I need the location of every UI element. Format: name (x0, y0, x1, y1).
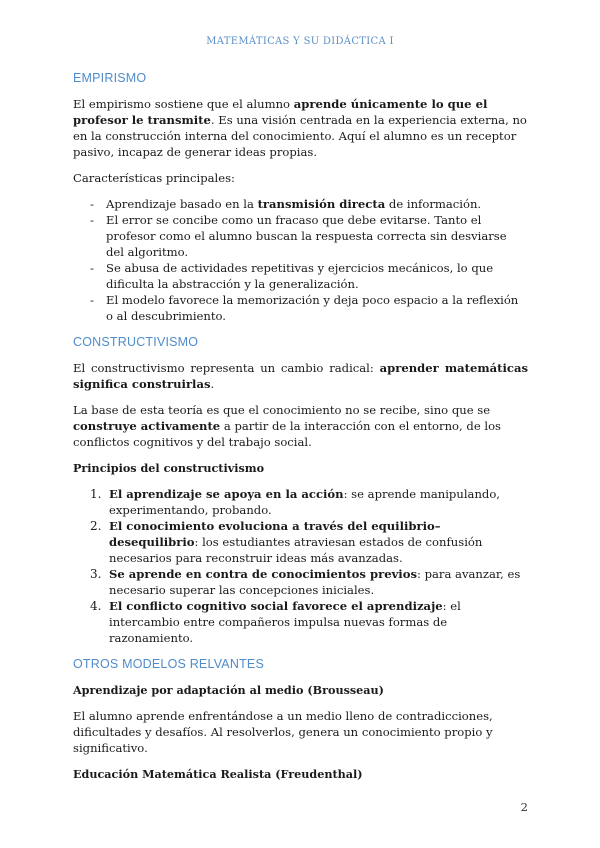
text-run: El error se concibe como un fracaso que debe evitarse. Tanto el profesor como el alumno buscan la respuesta correcta sin desviarse del algoritmo. (106, 213, 507, 259)
brousseau-text: El alumno aprende enfrentándose a un medio lleno de contradicciones, dificultades y desafíos. Al resolverlos, genera un conocimiento propio y significativo. (73, 709, 493, 755)
text-run: : los estudiantes atraviesan estados de confusión necesarios para reconstruir ideas más avanzadas. (109, 535, 483, 565)
text-run: . (210, 377, 215, 391)
list-item (73, 598, 528, 646)
list-item (73, 566, 528, 598)
running-header: MATEMÁTICAS Y SU DIDÁCTICA I (206, 36, 394, 47)
principles-list (73, 486, 528, 646)
bold-run: aprende únicamente lo que el profesor le transmite (73, 97, 488, 127)
heading-constructivismo: CONSTRUCTIVISMO (73, 335, 199, 349)
text-run: Aprendizaje basado en la (106, 197, 258, 211)
text-run: a partir de la interacción con el entorno, de los conflictos cognitivos y del trabajo social. (73, 419, 502, 449)
principles-heading: Principios del constructivismo (73, 461, 265, 475)
page-content (73, 70, 528, 792)
dash-bullet: - (90, 213, 94, 227)
text-run: El empirismo sostiene que el alumno (73, 97, 294, 111)
bold-run: aprender matemáticas significa construirlas (73, 361, 528, 391)
bold-run: El conocimiento evoluciona a través del equilibrio–desequilibrio (109, 519, 441, 549)
bold-run: El conflicto cognitivo social favorece el aprendizaje (109, 599, 443, 613)
bold-run: El aprendizaje se apoya en la acción (109, 487, 344, 501)
list-item (73, 292, 528, 324)
list-number: 4. (90, 599, 102, 613)
list-number: 2. (90, 519, 102, 533)
text-run: Se abusa de actividades repetitivas y ejercicios mecánicos, lo que dificulta la abstracción y la generalización. (106, 261, 494, 291)
dash-bullet: - (90, 197, 94, 211)
text-run: : el intercambio entre compañeros impulsa nuevas formas de razonamiento. (109, 599, 461, 645)
text-run: El modelo favorece la memorización y deja poco espacio a la reflexión o al descubrimiento. (106, 293, 519, 323)
heading-empirismo: EMPIRISMO (73, 71, 147, 85)
brousseau-heading: Aprendizaje por adaptación al medio (Brousseau) (73, 683, 384, 697)
list-item (73, 518, 528, 566)
heading-otros-modelos: OTROS MODELOS RELVANTES (73, 657, 264, 671)
text-run: : se aprende manipulando, experimentando, probando. (109, 487, 500, 517)
list-item (73, 196, 528, 212)
features-label: Características principales: (73, 171, 235, 185)
bold-run: construye activamente (73, 419, 221, 433)
constructivismo-p2 (73, 402, 528, 450)
list-item (73, 486, 528, 518)
constructivismo-p1 (73, 360, 528, 392)
text-run: de información. (385, 197, 482, 211)
freudenthal-heading: Educación Matemática Realista (Freudenthal) (73, 767, 363, 781)
list-item (73, 260, 528, 292)
list-number: 1. (90, 487, 102, 501)
text-run: : para avanzar, es necesario superar las concepciones iniciales. (109, 567, 521, 597)
list-item (73, 212, 528, 260)
bold-run: transmisión directa (257, 197, 386, 211)
dash-bullet: - (90, 293, 94, 307)
text-run: . Es una visión centrada en la experiencia externa, no en la construcción interna del conocimiento. Aquí el alumno es un receptor pasivo, incapaz de generar ideas propias. (73, 113, 527, 159)
empirismo-features-list (73, 196, 528, 324)
page-number: 2 (520, 800, 528, 814)
text-run: La base de esta teoría es que el conocimiento no se recibe, sino que se (73, 403, 491, 417)
dash-bullet: - (90, 261, 94, 275)
list-number: 3. (90, 567, 102, 581)
text-run: El constructivismo representa un cambio radical: (73, 361, 380, 375)
empirismo-intro (73, 96, 528, 160)
bold-run: Se aprende en contra de conocimientos previos (109, 567, 417, 581)
